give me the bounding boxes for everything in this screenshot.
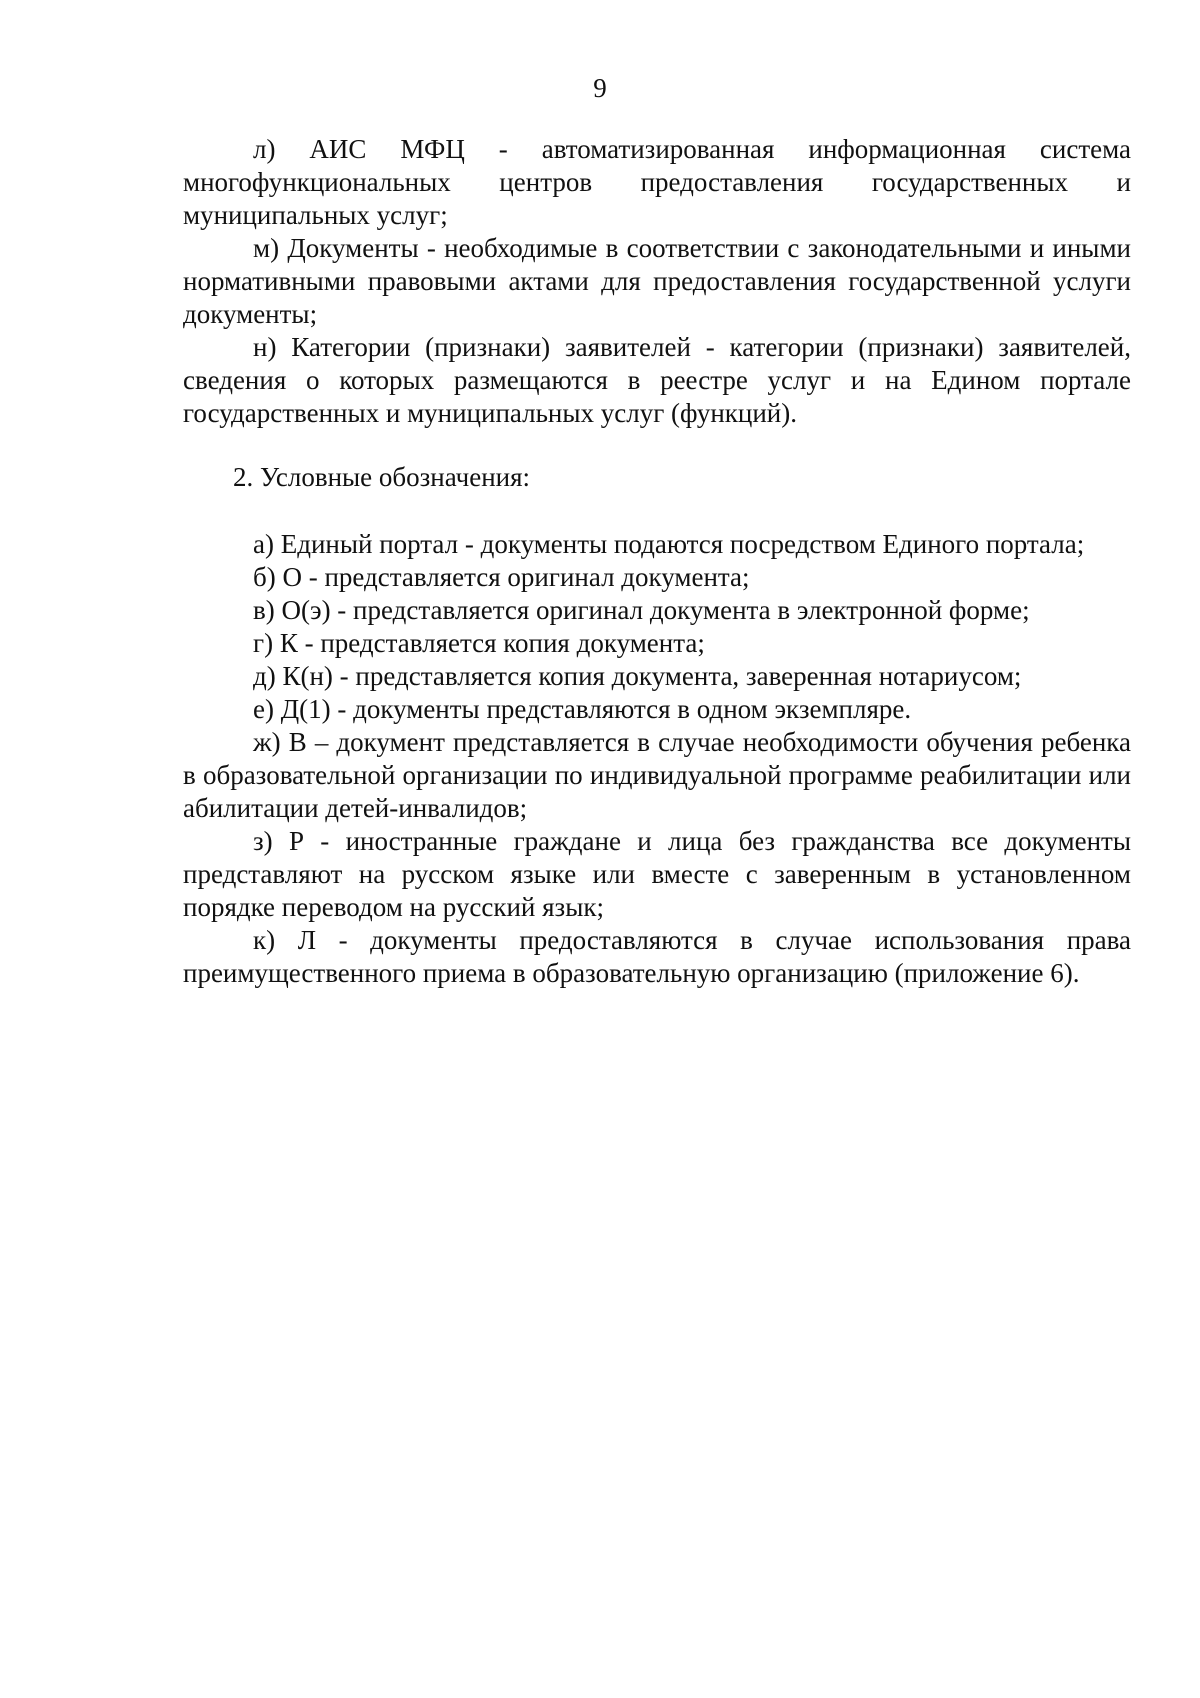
legend-item-e: е) Д(1) - документы представляются в одном экземпляре. (253, 694, 912, 724)
legend-item-g: г) К - представляется копия документа; (253, 628, 705, 658)
legend-item-a: а) Единый портал - документы подаются посредством Единого портала; (253, 529, 1085, 559)
page-number: 9 (593, 73, 607, 103)
legend-item-zh: ж) В – документ представляется в случае необходимости обучения ребенка в образовательной организации по индивидуальной программе реабилитации или абилитации детей-инвалидов; (183, 727, 1131, 823)
legend-item-k: к) Л - документы предоставляются в случае использования права преимущественного приема в образовательную организацию (приложение 6). (183, 925, 1131, 988)
legend-item-v: в) О(э) - представляется оригинал документа в электронной форме; (253, 595, 1030, 625)
legend-item-d: д) К(н) - представляется копия документа, заверенная нотариусом; (253, 661, 1022, 691)
definition-n: н) Категории (признаки) заявителей - категории (признаки) заявителей, сведения о которых размещаются в реестре услуг и на Едином портале государственных и муниципальных услуг (функций). (183, 332, 1131, 428)
legend-item-z: з) Р - иностранные граждане и лица без гражданства все документы представляют на русском языке или вместе с заверенным в установленном порядке переводом на русский язык; (183, 826, 1131, 922)
legend-list (183, 528, 1131, 990)
section-heading: 2. Условные обозначения: (233, 462, 531, 492)
document-body (183, 133, 1131, 990)
definition-l: л) АИС МФЦ - автоматизированная информационная система многофункциональных центров предоставления государственных и муниципальных услуг; (183, 134, 1131, 230)
legend-item-b: б) О - представляется оригинал документа; (253, 562, 750, 592)
definition-m: м) Документы - необходимые в соответствии с законодательными и иными нормативными правовыми актами для предоставления государственной услуги документы; (183, 233, 1131, 329)
